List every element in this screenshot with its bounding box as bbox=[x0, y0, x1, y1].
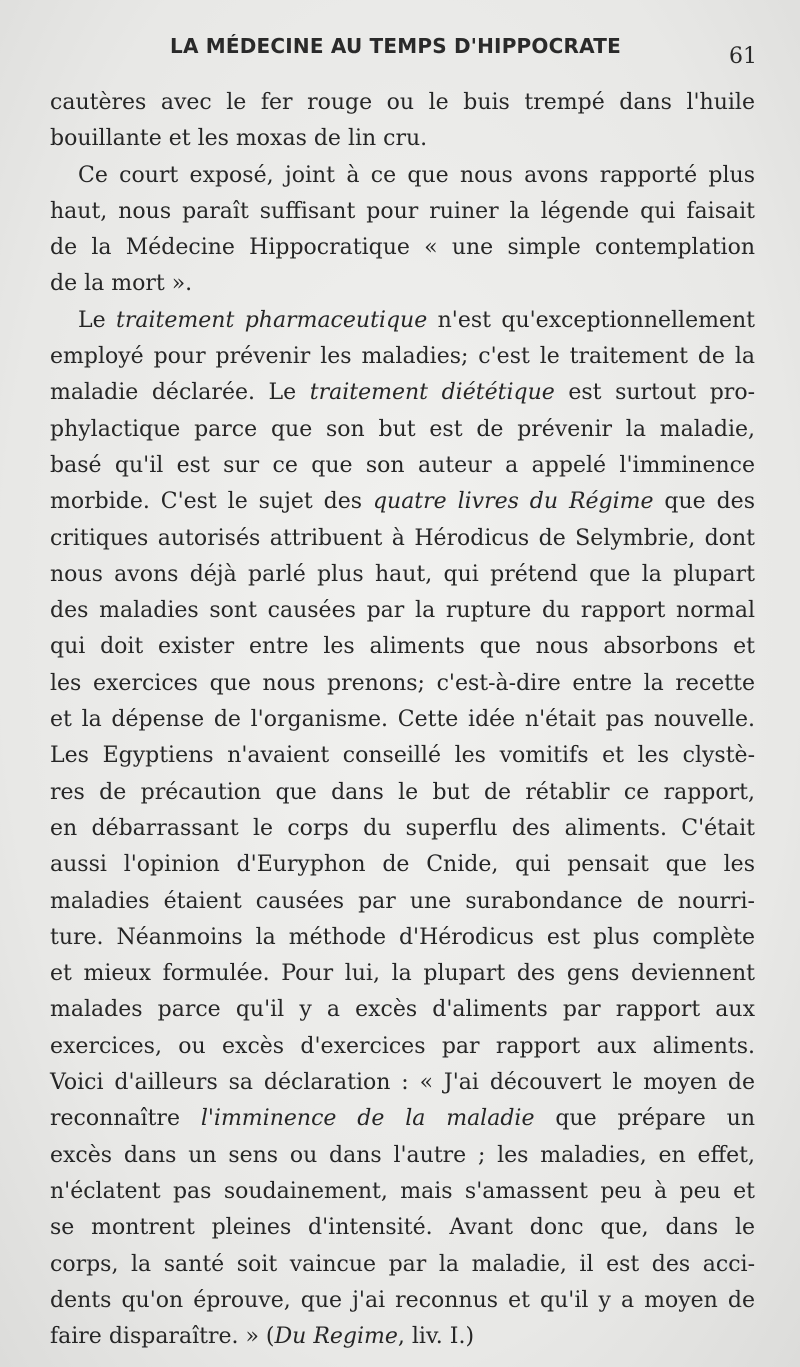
text-span: qui doit exister entre les aliments que nous absorbons et bbox=[50, 634, 755, 660]
text-line bbox=[50, 339, 755, 375]
text-span: haut, nous paraît suffisant pour ruiner la légende qui faisait bbox=[50, 198, 755, 224]
italic-span: l'imminence de la maladie bbox=[200, 1106, 535, 1132]
text-span: excès dans un sens ou dans l'autre ; les maladies, en effet, bbox=[50, 1142, 755, 1168]
text-span: des maladies sont causées par la rupture du rapport normal bbox=[50, 598, 755, 624]
text-line bbox=[50, 920, 755, 956]
italic-span: quatre livres du Régime bbox=[372, 489, 654, 515]
text-span: employé pour prévenir les maladies; c'est le traitement de la bbox=[50, 344, 755, 370]
text-span: basé qu'il est sur ce que son auteur a appelé l'imminence bbox=[50, 452, 755, 478]
text-line bbox=[50, 1065, 755, 1101]
text-line bbox=[50, 1138, 755, 1174]
text-line bbox=[50, 121, 755, 157]
text-line bbox=[50, 303, 755, 339]
text-line bbox=[50, 375, 755, 411]
text-line bbox=[50, 1247, 755, 1283]
text-line bbox=[50, 593, 755, 629]
text-line bbox=[50, 1210, 755, 1246]
text-span: Les Egyptiens n'avaient conseillé les vomitifs et les clystè- bbox=[50, 743, 755, 769]
text-span: et mieux formulée. Pour lui, la plupart des gens deviennent bbox=[50, 961, 755, 987]
text-line bbox=[50, 884, 755, 920]
running-head bbox=[52, 30, 757, 70]
text-line bbox=[50, 448, 755, 484]
text-span: nous avons déjà parlé plus haut, qui prétend que la plupart bbox=[50, 561, 755, 587]
text-span: phylactique parce que son but est de prévenir la maladie, bbox=[50, 416, 755, 442]
text-line bbox=[50, 484, 755, 520]
text-span: reconnaître bbox=[50, 1106, 201, 1132]
text-span: bouillante et les moxas de lin cru. bbox=[50, 126, 428, 152]
text-line bbox=[50, 1319, 755, 1355]
text-line bbox=[50, 230, 755, 266]
text-line bbox=[50, 956, 755, 992]
italic-span: Du Regime bbox=[274, 1324, 398, 1350]
text-span: n'est qu'exceptionnellement bbox=[427, 307, 755, 333]
text-line bbox=[50, 775, 755, 811]
text-line bbox=[50, 738, 755, 774]
text-span: malades parce qu'il y a excès d'aliments par rapport aux bbox=[50, 997, 755, 1023]
text-span: critiques autorisés attribuent à Hérodicus de Selymbrie, dont bbox=[50, 525, 755, 551]
text-span: Ce court exposé, joint à ce que nous avons rapporté plus bbox=[78, 162, 755, 188]
text-span: Voici d'ailleurs sa déclaration : « J'ai découvert le moyen de bbox=[50, 1070, 755, 1096]
text-span: que prépare un bbox=[534, 1106, 755, 1132]
text-line bbox=[50, 992, 755, 1028]
text-span: en débarrassant le corps du superflu des aliments. C'était bbox=[50, 815, 755, 841]
text-span: ture. Néanmoins la méthode d'Hérodicus est plus complète bbox=[50, 924, 755, 950]
text-span: exercices, ou excès d'exercices par rapport aux aliments. bbox=[50, 1033, 755, 1059]
text-line bbox=[50, 1029, 755, 1065]
text-span: res de précaution que dans le but de rétablir ce rapport, bbox=[50, 779, 755, 805]
text-line bbox=[50, 557, 755, 593]
text-span: de la mort ». bbox=[50, 271, 193, 297]
text-span: faire disparaître. » ( bbox=[50, 1324, 275, 1350]
text-line bbox=[50, 1101, 755, 1137]
italic-span: traitement pharmaceutique bbox=[116, 307, 428, 333]
text-span: dents qu'on éprouve, que j'ai reconnus et qu'il y a moyen de bbox=[50, 1287, 755, 1313]
italic-span: traitement diététique bbox=[309, 380, 555, 406]
text-span: morbide. C'est le sujet des bbox=[50, 489, 373, 515]
text-line bbox=[50, 702, 755, 738]
text-line bbox=[50, 85, 755, 121]
text-span: maladie déclarée. Le bbox=[50, 380, 310, 406]
text-line bbox=[50, 412, 755, 448]
text-line bbox=[50, 158, 755, 194]
text-span: que des bbox=[653, 489, 755, 515]
text-line bbox=[50, 666, 755, 702]
text-line bbox=[50, 847, 755, 883]
text-line bbox=[50, 194, 755, 230]
text-span: et la dépense de l'organisme. Cette idée n'était pas nouvelle. bbox=[50, 707, 755, 733]
text-span: aussi l'opinion d'Euryphon de Cnide, qui pensait que les bbox=[50, 852, 755, 878]
text-span: est surtout pro- bbox=[554, 380, 755, 406]
text-line bbox=[50, 266, 755, 302]
text-span: maladies étaient causées par une surabondance de nourri- bbox=[50, 888, 755, 914]
text-line bbox=[50, 811, 755, 847]
text-span: les exercices que nous prenons; c'est-à-dire entre la recette bbox=[50, 670, 755, 696]
text-span: de la Médecine Hippocratique « une simple contemplation bbox=[50, 235, 755, 261]
text-span: se montrent pleines d'intensité. Avant donc que, dans le bbox=[50, 1215, 755, 1241]
text-span: , liv. I.) bbox=[397, 1324, 475, 1350]
page-number: 61 bbox=[729, 44, 757, 69]
text-span: Le bbox=[78, 307, 117, 333]
text-span: cautères avec le fer rouge ou le buis trempé dans l'huile bbox=[50, 90, 755, 115]
text-line bbox=[50, 1283, 755, 1319]
running-title: LA MÉDECINE AU TEMPS D'HIPPOCRATE bbox=[170, 34, 621, 58]
text-span: corps, la santé soit vaincue par la maladie, il est des acci- bbox=[50, 1251, 755, 1277]
text-line bbox=[50, 629, 755, 665]
body-text bbox=[50, 85, 755, 1355]
text-line bbox=[50, 1174, 755, 1210]
text-line bbox=[50, 521, 755, 557]
text-span: n'éclatent pas soudainement, mais s'amassent peu à peu et bbox=[50, 1178, 755, 1204]
